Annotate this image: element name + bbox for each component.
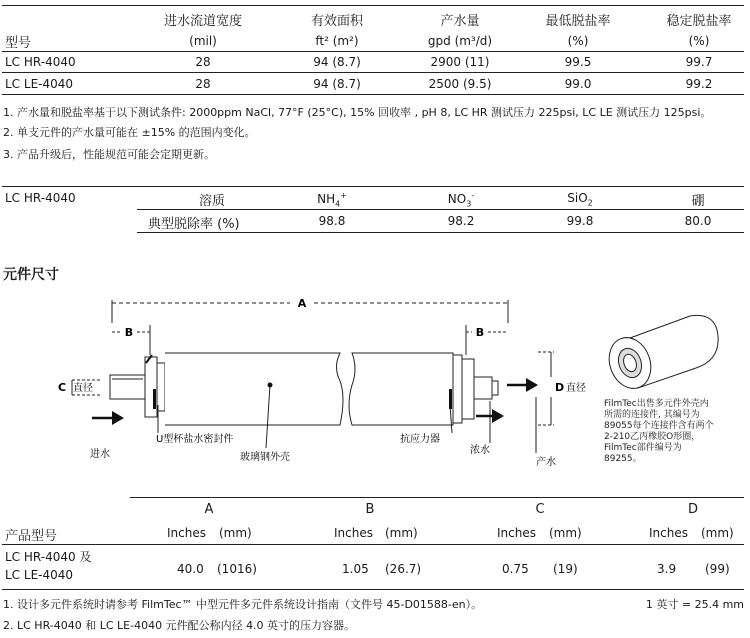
dim-product-label: 产品型号 bbox=[5, 529, 58, 544]
row-model: LC HR-4040 bbox=[5, 55, 76, 69]
row-flow: 2500 (9.5) bbox=[428, 77, 492, 91]
dim-b-left-label: B bbox=[124, 326, 134, 339]
unit-area: ft² (m²) bbox=[315, 34, 359, 48]
row-area: 94 (8.7) bbox=[313, 77, 361, 91]
unit-min-rejection: (%) bbox=[567, 34, 589, 48]
inches-label: Inches bbox=[497, 526, 536, 540]
dim-c-mm: (19) bbox=[553, 562, 578, 576]
outlet-tube bbox=[474, 377, 492, 399]
dim-a-inches: 40.0 bbox=[177, 562, 204, 576]
anti-telescoping-label: 抗应力器 bbox=[400, 434, 440, 445]
solute-nh4: $NH_4^+$ bbox=[317, 191, 347, 209]
header-model: 型号 bbox=[5, 36, 32, 51]
mm-label: (mm) bbox=[219, 526, 252, 540]
concentrate-arrow-head bbox=[492, 409, 504, 423]
row-feed-spacer: 28 bbox=[195, 77, 211, 91]
dim-col-a: A bbox=[204, 502, 214, 517]
inches-label: Inches bbox=[334, 526, 373, 540]
dim-d-mm: (99) bbox=[705, 562, 730, 576]
concentrate-label: 浓水 bbox=[470, 445, 490, 456]
row-stab-rejection: 99.2 bbox=[685, 77, 713, 91]
dim-d-label: D bbox=[555, 381, 565, 394]
dim-a-mm: (1016) bbox=[217, 562, 257, 576]
inches-label: Inches bbox=[649, 526, 688, 540]
dim-b-right-label: B bbox=[475, 326, 485, 339]
solute-label: 溶质 bbox=[198, 194, 226, 209]
unit-flow: gpd (m³/d) bbox=[427, 34, 493, 48]
unit-conversion: 1 英寸 = 25.4 mm bbox=[645, 598, 744, 611]
solute-no3: $NO_3^-$ bbox=[447, 191, 475, 209]
outer-wrap-label: 玻璃钢外壳 bbox=[240, 452, 290, 463]
row-flow: 2900 (11) bbox=[430, 55, 490, 69]
element-body-left bbox=[165, 353, 343, 425]
header-stab-rejection: 稳定脱盐率 bbox=[666, 14, 732, 29]
section-title: 元件尺寸 bbox=[3, 267, 59, 283]
dim-col-c: C bbox=[535, 502, 545, 517]
mm-label: (mm) bbox=[701, 526, 734, 540]
dim-col-d: D bbox=[687, 502, 699, 517]
dim-col-b: B bbox=[365, 502, 375, 517]
dim-row-model-line2: LC LE-4040 bbox=[5, 568, 74, 582]
dim-row-model-line1: LC HR-4040 及 bbox=[5, 550, 92, 564]
feed-arrow-head bbox=[112, 411, 124, 425]
mm-label: (mm) bbox=[549, 526, 582, 540]
right-end-cap bbox=[453, 355, 462, 423]
dim-table-top-rule bbox=[130, 497, 744, 498]
table-header-rule bbox=[2, 51, 744, 52]
brine-seal-label: U型杯盐水密封件 bbox=[156, 434, 234, 445]
dim-b-inches: 1.05 bbox=[342, 562, 369, 576]
element-diagram bbox=[0, 285, 600, 475]
row-model: LC LE-4040 bbox=[5, 77, 74, 91]
header-flow: 产水量 bbox=[440, 14, 480, 29]
unit-stab-rejection: (%) bbox=[688, 34, 710, 48]
row-min-rejection: 99.0 bbox=[564, 77, 592, 91]
row-min-rejection: 99.5 bbox=[564, 55, 592, 69]
footnote-2: 2. LC HR-4040 和 LC LE-4040 元件配公称内径 4.0 英寸的压力容器。 bbox=[3, 619, 356, 632]
footnote-1: 1. 设计多元件系统时请参考 FilmTec™ 中型元件多元件系统设计指南（文件号 45-D01588-en）。 bbox=[3, 598, 483, 611]
table-bottom-rule bbox=[2, 94, 744, 95]
table-top-rule bbox=[2, 5, 744, 6]
dim-table-header-rule bbox=[2, 544, 744, 545]
dim-d-suffix: 直径 bbox=[566, 383, 586, 394]
feed-label: 进水 bbox=[90, 449, 110, 460]
solute-boron: 硼 bbox=[691, 194, 705, 209]
rejection-value: 98.8 bbox=[318, 214, 346, 228]
dim-c-label: C bbox=[57, 381, 67, 394]
dim-d-inches: 3.9 bbox=[657, 562, 677, 576]
rejection-model: LC HR-4040 bbox=[5, 191, 76, 205]
note-3: 3. 产品升级后，性能规范可能会定期更新。 bbox=[3, 148, 215, 161]
permeate-label: 产水 bbox=[536, 457, 556, 468]
dim-c-inches: 0.75 bbox=[502, 562, 529, 576]
row-area: 94 (8.7) bbox=[313, 55, 361, 69]
note-1: 1. 产水量和脱盐率基于以下测试条件: 2000ppm NaCl, 77°F (25°C), 15% 回收率 , pH 8, LC HR 测试压力 225psi, LC LE 测试压力 125psi。 bbox=[3, 106, 712, 119]
interconnector-illustration bbox=[598, 308, 738, 398]
header-feed-spacer: 进水流道宽度 bbox=[163, 14, 243, 29]
dim-table-bottom-rule bbox=[2, 589, 744, 590]
interconnector-callout: FilmTec出售多元件外壳内所需的连接件, 其编号为89055每个连接件含有两个2-210乙丙橡胶O形圈，FilmTec部件编号为89255。 bbox=[604, 399, 714, 464]
header-min-rejection: 最低脱盐率 bbox=[545, 14, 611, 29]
rejection-bottom-rule bbox=[137, 232, 744, 233]
rejection-rate-label: 典型脱除率 (%) bbox=[148, 217, 240, 232]
dim-a-label: A bbox=[297, 297, 307, 310]
inches-label: Inches bbox=[167, 526, 206, 540]
dim-c-suffix: 直径 bbox=[73, 383, 93, 394]
rejection-top-rule bbox=[2, 186, 744, 187]
rejection-value: 99.8 bbox=[566, 214, 594, 228]
dim-b-mm: (26.7) bbox=[385, 562, 422, 576]
row-stab-rejection: 99.7 bbox=[685, 55, 713, 69]
mm-label: (mm) bbox=[385, 526, 418, 540]
element-body-right bbox=[349, 353, 453, 425]
header-area: 有效面积 bbox=[310, 14, 364, 29]
solute-sio2: SiO$_2$ bbox=[567, 191, 593, 208]
rejection-value: 80.0 bbox=[684, 214, 712, 228]
permeate-arrow-head bbox=[526, 378, 538, 392]
table-row-rule bbox=[2, 72, 744, 73]
row-feed-spacer: 28 bbox=[195, 55, 211, 69]
rejection-value: 98.2 bbox=[447, 214, 475, 228]
unit-feed-spacer: (mil) bbox=[189, 34, 217, 48]
rejection-mid-rule bbox=[137, 209, 744, 210]
note-2: 2. 单支元件的产水量可能在 ±15% 的范围内变化。 bbox=[3, 126, 256, 139]
